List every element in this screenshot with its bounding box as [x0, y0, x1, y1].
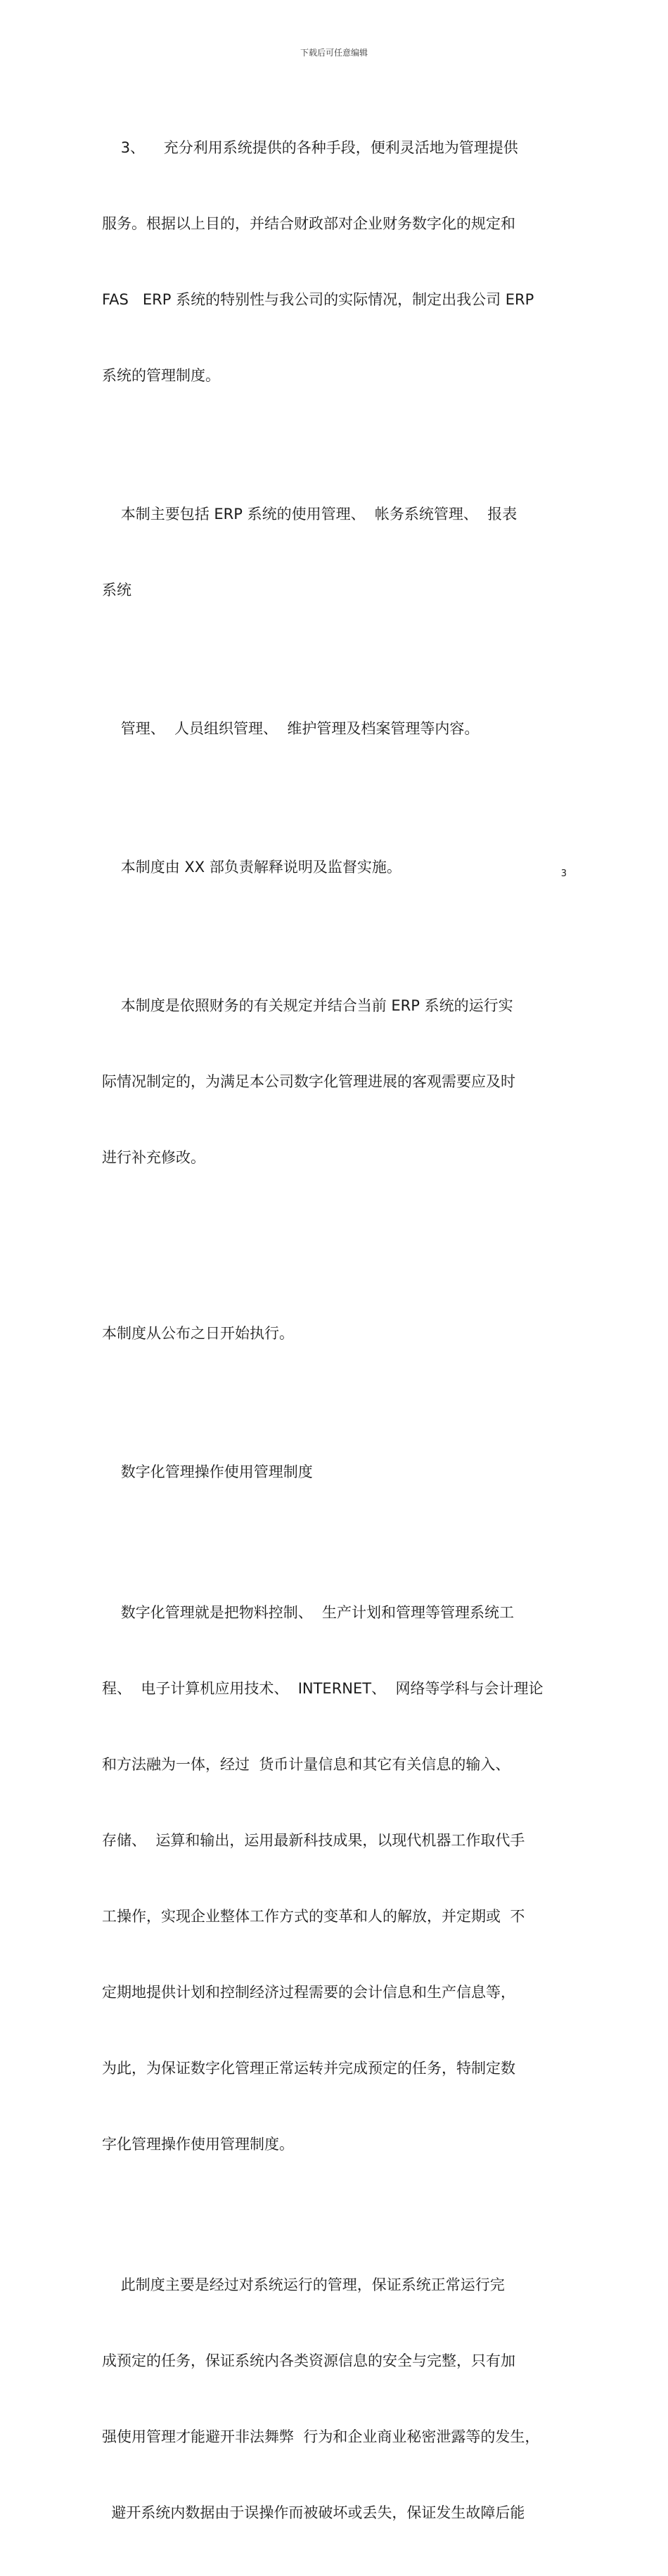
section-heading [102, 1409, 566, 1535]
text-line: 本制度由 XX 部负责解释说明及监督实施。 [102, 859, 402, 876]
text-line: 际情况制定的，为满足本公司数字化管理进展的客观需要应及时 [102, 1073, 515, 1090]
text-line: 工操作，实现企业整体工作方式的变革和人的解放，并定期或 不 [102, 1908, 525, 1925]
text-line: 本制主要包括 ERP 系统的使用管理、 帐务系统管理、 报表 [102, 506, 518, 523]
text-line: 为此，为保证数字化管理正常运转并完成预定的任务，特制定数 [102, 2060, 515, 2077]
paragraph-3 [102, 665, 566, 792]
text-line: 系统 [102, 582, 131, 598]
text-line: 服务。根据以上目的，并结合财政部对企业财务数字化的规定和 [102, 215, 515, 232]
text-line: 进行补充修改。 [102, 1149, 205, 1166]
text-line: 管理、 人员组织管理、 维护管理及档案管理等内容。 [102, 720, 480, 737]
paragraph-8 [102, 2222, 566, 2576]
text-line: 字化管理操作使用管理制度。 [102, 2136, 294, 2153]
text-line: 本制度是依照财务的有关规定并结合当前 ERP 系统的运行实 [102, 997, 513, 1014]
text-line: 避开系统内数据由于误操作而被破坏或丢失，保证发生故障后能 [102, 2504, 525, 2521]
text-line: 成预定的任务，保证系统内各类资源信息的安全与完整，只有加 [102, 2352, 515, 2369]
paragraph-2 [102, 451, 566, 653]
paragraph-4 [102, 804, 566, 930]
text-line: 和方法融为一体，经过 货币计量信息和其它有关信息的输入、 [102, 1756, 510, 1773]
text-line: FAS ERP 系统的特别性与我公司的实际情况，制定出我公司 ERP [102, 291, 534, 308]
text-line: 3、 充分利用系统提供的各种手段，便利灵活地为管理提供 [102, 139, 518, 156]
paragraph-1 [102, 84, 566, 439]
page-number: 3 [560, 869, 567, 879]
text-line: 此制度主要是经过对系统运行的管理，保证系统正常运行完 [102, 2276, 505, 2293]
page-header: 下载后可任意编辑 [300, 48, 368, 58]
text-line: 强使用管理才能避开非法舞弊 行为和企业商业秘密泄露等的发生， [102, 2428, 540, 2445]
text-line: 程、 电子计算机应用技术、 INTERNET、 网络等学科与会计理论 [102, 1680, 544, 1697]
text-line: 定期地提供计划和控制经济过程需要的会计信息和生产信息等， [102, 1984, 515, 2001]
paragraph-5 [102, 942, 566, 1221]
text-line: 数字化管理操作使用管理制度 [102, 1463, 313, 1480]
paragraph-7 [102, 1549, 566, 2207]
text-line: 数字化管理就是把物料控制、 生产计划和管理等管理系统工 [102, 1604, 515, 1621]
text-line: 存储、 运算和输出，运用最新科技成果，以现代机器工作取代手 [102, 1832, 525, 1849]
document-body [102, 84, 566, 2576]
text-line: 本制度从公布之日开始执行。 [102, 1325, 294, 1342]
paragraph-6 [102, 1270, 566, 1397]
text-line: 系统的管理制度。 [102, 367, 220, 384]
